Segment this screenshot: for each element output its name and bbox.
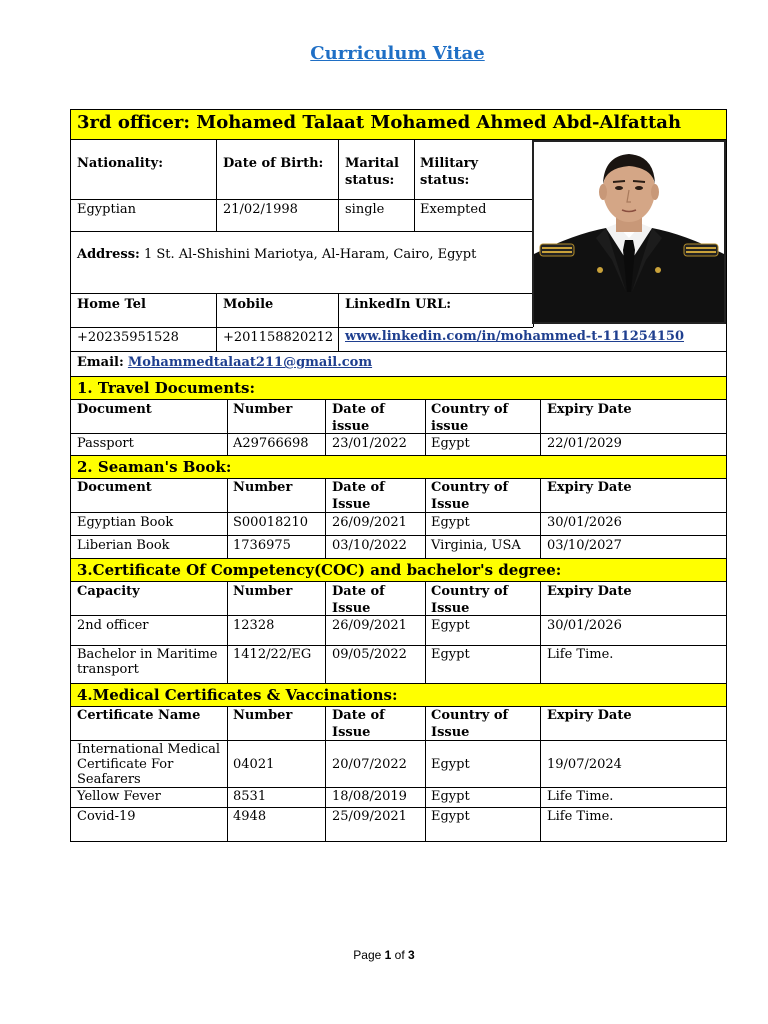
address-label: Address:: [77, 247, 140, 262]
document-title: Curriculum Vitae: [310, 43, 485, 64]
coc-cell: Life Time.: [547, 647, 614, 662]
medical-cell: Egypt: [431, 789, 470, 804]
address-row: [77, 247, 476, 262]
seaman-cell: S00018210: [233, 515, 309, 530]
seaman-cell: Liberian Book: [77, 538, 170, 553]
nationality-label: Nationality:: [77, 156, 164, 171]
medical-cell: Life Time.: [547, 789, 614, 804]
footer-page-word: Page: [353, 948, 382, 962]
medical-cell: International Medical Certificate For Seafarers: [77, 742, 221, 787]
seaman-cell: 03/10/2027: [547, 538, 622, 553]
medical-cell: Yellow Fever: [77, 789, 161, 804]
marital-label-line1: Marital: [345, 156, 399, 171]
coc-section-title: 3.Certificate Of Competency(COC) and bachelor's degree:: [77, 561, 562, 579]
linkedin-link[interactable]: www.linkedin.com/in/mohammed-t-111254150: [345, 329, 685, 344]
military-label-line2: status:: [420, 173, 470, 188]
medical-cell: 8531: [233, 789, 267, 804]
medical-cell: Egypt: [431, 809, 470, 824]
seaman-cell: 1736975: [233, 538, 291, 553]
mobile-label: Mobile: [223, 297, 274, 312]
marital-label: [345, 155, 399, 189]
coc-header-capacity: Capacity: [77, 584, 140, 599]
medical-cell: 19/07/2024: [547, 757, 622, 772]
coc-cell: Bachelor in Maritime transport: [77, 647, 218, 677]
travel-header-document: Document: [77, 402, 152, 417]
travel-cell: Passport: [77, 436, 134, 451]
coc-header-number: Number: [233, 584, 293, 599]
medical-cell: Life Time.: [547, 809, 614, 824]
coc-header-expiry: Expiry Date: [547, 584, 632, 599]
medical-cell: 20/07/2022: [332, 757, 407, 772]
coc-cell: Egypt: [431, 618, 470, 633]
travel-header-expiry: Expiry Date: [547, 402, 632, 417]
travel-section-title: 1. Travel Documents:: [77, 379, 256, 397]
coc-cell: 09/05/2022: [332, 647, 407, 662]
seaman-section-title: 2. Seaman's Book:: [77, 458, 232, 476]
seaman-header-expiry: Expiry Date: [547, 480, 632, 495]
coc-cell: 2nd officer: [77, 618, 149, 633]
travel-cell: A29766698: [233, 436, 309, 451]
travel-header-country: Country of issue: [431, 402, 509, 434]
medical-header-country: Country of Issue: [431, 708, 509, 740]
seaman-header-number: Number: [233, 480, 293, 495]
coc-cell: 1412/22/EG: [233, 647, 312, 662]
medical-header-expiry: Expiry Date: [547, 708, 632, 723]
linkedin-label: LinkedIn URL:: [345, 297, 452, 312]
footer-of-word: of: [394, 948, 405, 962]
email-link[interactable]: Mohammedtalaat211@gmail.com: [127, 355, 373, 370]
medical-header-number: Number: [233, 708, 293, 723]
medical-section-title: 4.Medical Certificates & Vaccinations:: [77, 686, 398, 704]
page-footer: [0, 948, 768, 962]
seaman-cell: 30/01/2026: [547, 515, 622, 530]
seaman-cell: Virginia, USA: [431, 538, 521, 553]
medical-cell: Covid-19: [77, 809, 136, 824]
medical-cell: 18/08/2019: [332, 789, 407, 804]
medical-cell: 4948: [233, 809, 267, 824]
travel-cell: Egypt: [431, 436, 470, 451]
coc-cell: Egypt: [431, 647, 470, 662]
coc-header-country: Country of Issue: [431, 584, 509, 616]
military-value: Exempted: [420, 202, 487, 217]
footer-current-page: 1: [384, 948, 392, 962]
home-tel-value: +20235951528: [77, 330, 179, 345]
mobile-value: +201158820212: [223, 330, 334, 345]
travel-header-number: Number: [233, 402, 293, 417]
travel-header-date: Date of issue: [332, 402, 385, 434]
seaman-header-date: Date of Issue: [332, 480, 385, 512]
military-label: [420, 155, 478, 189]
travel-cell: 22/01/2029: [547, 436, 622, 451]
dob-label: Date of Birth:: [223, 156, 324, 171]
profile-photo: [532, 140, 726, 324]
seaman-cell: 03/10/2022: [332, 538, 407, 553]
travel-cell: 23/01/2022: [332, 436, 407, 451]
officer-portrait-image: [534, 142, 724, 322]
address-value: 1 St. Al-Shishini Mariotya, Al-Haram, Cairo, Egypt: [143, 247, 477, 262]
seaman-header-document: Document: [77, 480, 152, 495]
email-row: [77, 355, 372, 370]
medical-cell: Egypt: [431, 757, 470, 772]
marital-label-line2: status:: [345, 173, 395, 188]
coc-header-date: Date of Issue: [332, 584, 385, 616]
footer-total-pages: 3: [408, 948, 415, 962]
seaman-header-country: Country of Issue: [431, 480, 509, 512]
seaman-cell: Egyptian Book: [77, 515, 174, 530]
home-tel-label: Home Tel: [77, 297, 146, 312]
medical-header-name: Certificate Name: [77, 708, 201, 723]
dob-value: 21/02/1998: [223, 202, 298, 217]
marital-value: single: [345, 202, 385, 217]
military-label-line1: Military: [420, 156, 479, 171]
coc-cell: 12328: [233, 618, 275, 633]
medical-header-date: Date of Issue: [332, 708, 385, 740]
seaman-cell: Egypt: [431, 515, 470, 530]
medical-cell: 04021: [233, 757, 275, 772]
coc-cell: 30/01/2026: [547, 618, 622, 633]
nationality-value: Egyptian: [77, 202, 136, 217]
email-label: Email:: [77, 355, 124, 370]
name-heading: 3rd officer: Mohamed Talaat Mohamed Ahmed Abd-Alfattah: [77, 112, 682, 133]
seaman-cell: 26/09/2021: [332, 515, 407, 530]
medical-cell: 25/09/2021: [332, 809, 407, 824]
coc-cell: 26/09/2021: [332, 618, 407, 633]
